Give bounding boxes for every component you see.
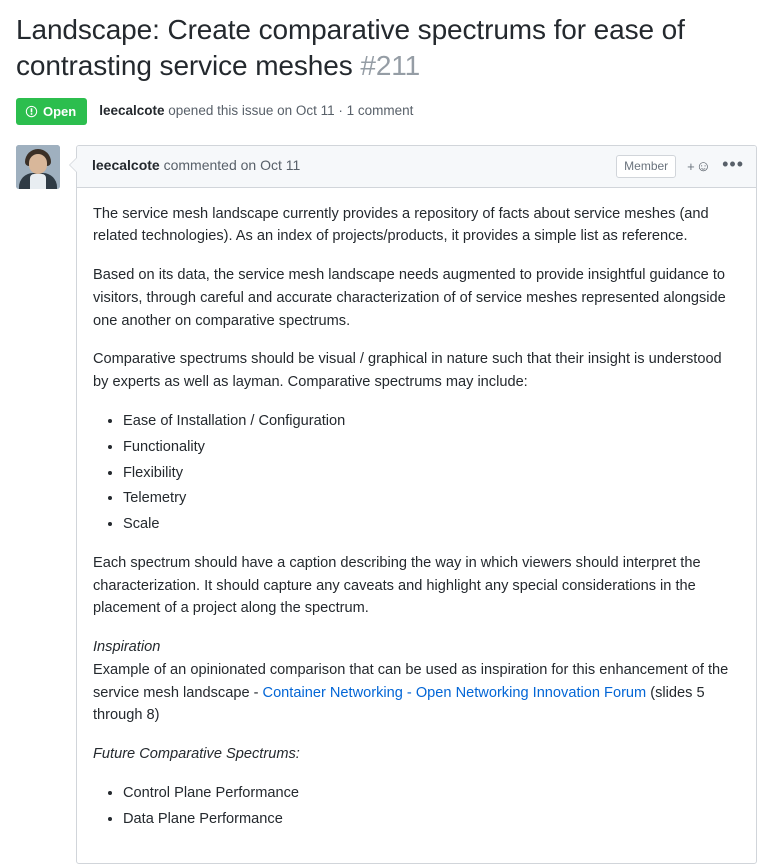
inspiration-heading: [93, 636, 740, 659]
issue-meta-row: [16, 98, 757, 139]
comment-paragraph-1: The service mesh landscape currently provides a repository of facts about service meshes (and related technologies). As an index of projects/products, it provides a simple list as reference.: [93, 205, 709, 245]
list-item: • Ease of Installation / Configuration: [123, 410, 740, 433]
kebab-menu-icon[interactable]: •••: [722, 153, 744, 174]
inspiration-paragraph: [93, 659, 740, 727]
inspiration-tail: (slides 5 through 8): [93, 684, 705, 724]
add-reaction-button[interactable]: [687, 158, 711, 175]
list-item: • Scale: [123, 513, 740, 536]
avatar[interactable]: [16, 145, 60, 189]
list-item: • Telemetry: [123, 487, 740, 510]
future-heading-text: Future Comparative Spectrums:: [93, 746, 300, 763]
inspiration-lead: Example of an opinionated comparison that can be used as inspiration for this enhancement of the service mesh landscape -: [93, 661, 729, 701]
future-spectrum-list: [93, 782, 740, 831]
comment-paragraph-4: Each spectrum should have a caption describing the way in which viewers should interpret the characterization. It should capture any caveats and highlight any special considerations in the placement of a project along the spectrum.: [93, 554, 701, 617]
status-badge: [16, 98, 87, 125]
comment-paragraph-2: Based on its data, the service mesh landscape needs augmented to provide insightful guidance to visitors, through careful and accurate characterization of of service meshes represented alongside one another on comparative spectrums.: [93, 267, 726, 329]
smiley-icon: ☺: [695, 157, 712, 175]
comment-header: [77, 146, 756, 188]
list-item: • Functionality: [123, 436, 740, 459]
list-item: • Flexibility: [123, 462, 740, 485]
inspiration-link[interactable]: Container Networking - Open Networking Innovation Forum: [262, 684, 647, 701]
issue-open-icon: [25, 105, 38, 118]
comment-card: [76, 145, 757, 864]
spectrum-list: [93, 410, 740, 536]
issue-meta-text: [99, 101, 413, 121]
future-heading: [93, 743, 740, 766]
avatar-face: [29, 154, 47, 174]
page-title: [16, 12, 757, 84]
issue-meta-rest: opened this issue on Oct 11 · 1 comment: [164, 103, 414, 119]
comment-author[interactable]: leecalcote: [92, 157, 160, 174]
status-badge-label: Open: [43, 103, 77, 119]
role-badge: Member: [616, 155, 676, 178]
comment-thread: [16, 145, 757, 864]
list-item: • Control Plane Performance: [123, 782, 740, 805]
avatar-shirt: [30, 174, 46, 189]
comment-body: [77, 188, 756, 863]
issue-number: #211: [360, 49, 421, 81]
comment-author-line: [92, 156, 300, 176]
list-item: • Data Plane Performance: [123, 808, 740, 831]
issue-title-text: Landscape: Create comparative spectrums for ease of contrasting service meshes: [16, 14, 685, 81]
comment-paragraph-3: Comparative spectrums should be visual / graphical in nature such that their insight is understood by experts as well as layman. Comparative spectrums may include:: [93, 351, 722, 391]
comment-action: commented on Oct 11: [159, 157, 301, 174]
comment-header-actions: [616, 155, 744, 178]
issue-author[interactable]: leecalcote: [99, 103, 165, 119]
inspiration-heading-text: Inspiration: [93, 639, 161, 656]
plus-icon: +: [687, 158, 695, 174]
